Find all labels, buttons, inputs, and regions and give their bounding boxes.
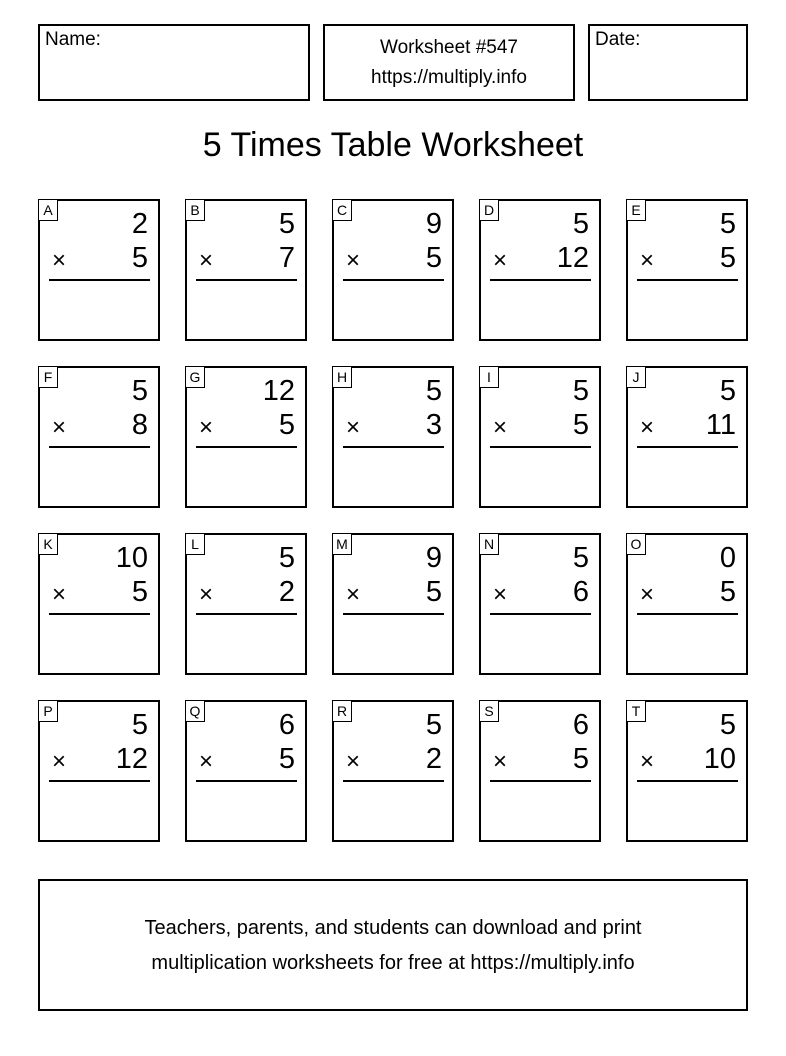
footer-line-2: multiplication worksheets for free at https://multiply.info — [151, 952, 635, 974]
multiplier: 10 — [703, 743, 736, 775]
multiply-sign: × — [52, 414, 67, 441]
multiplier: 5 — [425, 242, 442, 274]
multiplicand: 5 — [719, 208, 736, 240]
multiplicand: 0 — [719, 542, 736, 574]
problem-letter: R — [332, 700, 352, 722]
footer-box — [38, 879, 748, 1011]
multiplicand: 9 — [425, 208, 442, 240]
answer-line — [637, 446, 738, 448]
multiplicand: 9 — [425, 542, 442, 574]
multiply-sign: × — [52, 748, 67, 775]
multiplier: 5 — [278, 743, 295, 775]
multiplicand: 5 — [131, 375, 148, 407]
multiply-sign: × — [52, 581, 67, 608]
multiplicand: 5 — [572, 542, 589, 574]
problem-card — [38, 533, 160, 675]
multiply-sign: × — [493, 247, 508, 274]
multiplier: 3 — [425, 409, 442, 441]
multiplicand: 10 — [115, 542, 148, 574]
problem-card — [332, 199, 454, 341]
multiplier: 5 — [425, 576, 442, 608]
problem-letter: G — [185, 366, 205, 388]
multiplicand: 5 — [425, 375, 442, 407]
multiplier: 5 — [719, 242, 736, 274]
multiply-sign: × — [640, 414, 655, 441]
answer-line — [49, 446, 150, 448]
answer-line — [490, 780, 591, 782]
answer-line — [196, 780, 297, 782]
answer-line — [196, 446, 297, 448]
problem-card — [332, 366, 454, 508]
problem-card — [626, 533, 748, 675]
worksheet-url: https://multiply.info — [371, 67, 527, 88]
problem-letter: P — [38, 700, 58, 722]
multiply-sign: × — [199, 748, 214, 775]
problem-card — [479, 700, 601, 842]
problem-card — [38, 199, 160, 341]
multiplicand: 2 — [131, 208, 148, 240]
problem-card — [332, 700, 454, 842]
multiplicand: 5 — [131, 709, 148, 741]
problem-letter: H — [332, 366, 352, 388]
problem-letter: F — [38, 366, 58, 388]
multiply-sign: × — [493, 414, 508, 441]
problem-letter: D — [479, 199, 499, 221]
multiply-sign: × — [640, 581, 655, 608]
problem-card — [185, 700, 307, 842]
answer-line — [343, 279, 444, 281]
worksheet-number: Worksheet #547 — [379, 37, 518, 58]
multiply-sign: × — [52, 247, 67, 274]
multiplicand: 5 — [719, 709, 736, 741]
worksheet-title: 5 Times Table Worksheet — [202, 126, 584, 164]
problem-letter: L — [185, 533, 205, 555]
multiply-sign: × — [640, 247, 655, 274]
answer-line — [490, 446, 591, 448]
answer-line — [196, 613, 297, 615]
multiplier: 11 — [705, 409, 736, 441]
problem-card — [626, 700, 748, 842]
multiplier: 8 — [131, 409, 148, 441]
answer-line — [490, 279, 591, 281]
multiplicand: 5 — [719, 375, 736, 407]
problem-card — [38, 700, 160, 842]
problem-letter: O — [626, 533, 646, 555]
problem-card — [332, 533, 454, 675]
problem-letter: N — [479, 533, 499, 555]
answer-line — [637, 279, 738, 281]
problem-letter: I — [479, 366, 499, 388]
multiplier: 5 — [131, 242, 148, 274]
problem-letter: E — [626, 199, 646, 221]
name-field-box — [38, 24, 310, 101]
problem-letter: A — [38, 199, 58, 221]
multiplier: 2 — [278, 576, 295, 608]
multiplicand: 12 — [262, 375, 295, 407]
problem-letter: Q — [185, 700, 205, 722]
multiplicand: 5 — [572, 208, 589, 240]
problem-card — [479, 199, 601, 341]
answer-line — [196, 279, 297, 281]
problem-letter: M — [332, 533, 352, 555]
multiplier: 5 — [719, 576, 736, 608]
multiplier: 5 — [572, 743, 589, 775]
multiply-sign: × — [640, 748, 655, 775]
multiply-sign: × — [199, 581, 214, 608]
problem-letter: T — [626, 700, 646, 722]
problem-letter: B — [185, 199, 205, 221]
date-field-box — [588, 24, 748, 101]
answer-line — [343, 780, 444, 782]
problem-letter: C — [332, 199, 352, 221]
multiplier: 5 — [131, 576, 148, 608]
multiplicand: 6 — [572, 709, 589, 741]
multiplicand: 5 — [278, 208, 295, 240]
multiplicand: 5 — [572, 375, 589, 407]
problem-card — [626, 366, 748, 508]
problem-card — [479, 533, 601, 675]
multiplier: 5 — [572, 409, 589, 441]
problem-letter: J — [626, 366, 646, 388]
problem-card — [38, 366, 160, 508]
answer-line — [49, 613, 150, 615]
multiplier: 5 — [278, 409, 295, 441]
multiplier: 7 — [278, 242, 295, 274]
multiplier: 2 — [425, 743, 442, 775]
answer-line — [490, 613, 591, 615]
multiplier: 12 — [556, 242, 589, 274]
problem-card — [626, 199, 748, 341]
answer-line — [49, 780, 150, 782]
multiply-sign: × — [493, 581, 508, 608]
problem-letter: K — [38, 533, 58, 555]
problem-card — [479, 366, 601, 508]
answer-line — [343, 446, 444, 448]
multiply-sign: × — [346, 414, 361, 441]
name-label: Name: — [45, 29, 101, 50]
multiplicand: 5 — [425, 709, 442, 741]
multiplier: 12 — [115, 743, 148, 775]
multiplier: 6 — [572, 576, 589, 608]
problem-card — [185, 533, 307, 675]
multiply-sign: × — [199, 414, 214, 441]
multiplicand: 5 — [278, 542, 295, 574]
worksheet-info-box — [323, 24, 575, 101]
answer-line — [49, 279, 150, 281]
footer-line-1: Teachers, parents, and students can download and print — [144, 917, 642, 939]
problem-card — [185, 366, 307, 508]
multiplicand: 6 — [278, 709, 295, 741]
date-label: Date: — [595, 29, 641, 50]
problem-letter: S — [479, 700, 499, 722]
multiply-sign: × — [346, 581, 361, 608]
answer-line — [637, 613, 738, 615]
multiply-sign: × — [346, 247, 361, 274]
multiply-sign: × — [199, 247, 214, 274]
problem-card — [185, 199, 307, 341]
multiply-sign: × — [493, 748, 508, 775]
answer-line — [637, 780, 738, 782]
multiply-sign: × — [346, 748, 361, 775]
answer-line — [343, 613, 444, 615]
